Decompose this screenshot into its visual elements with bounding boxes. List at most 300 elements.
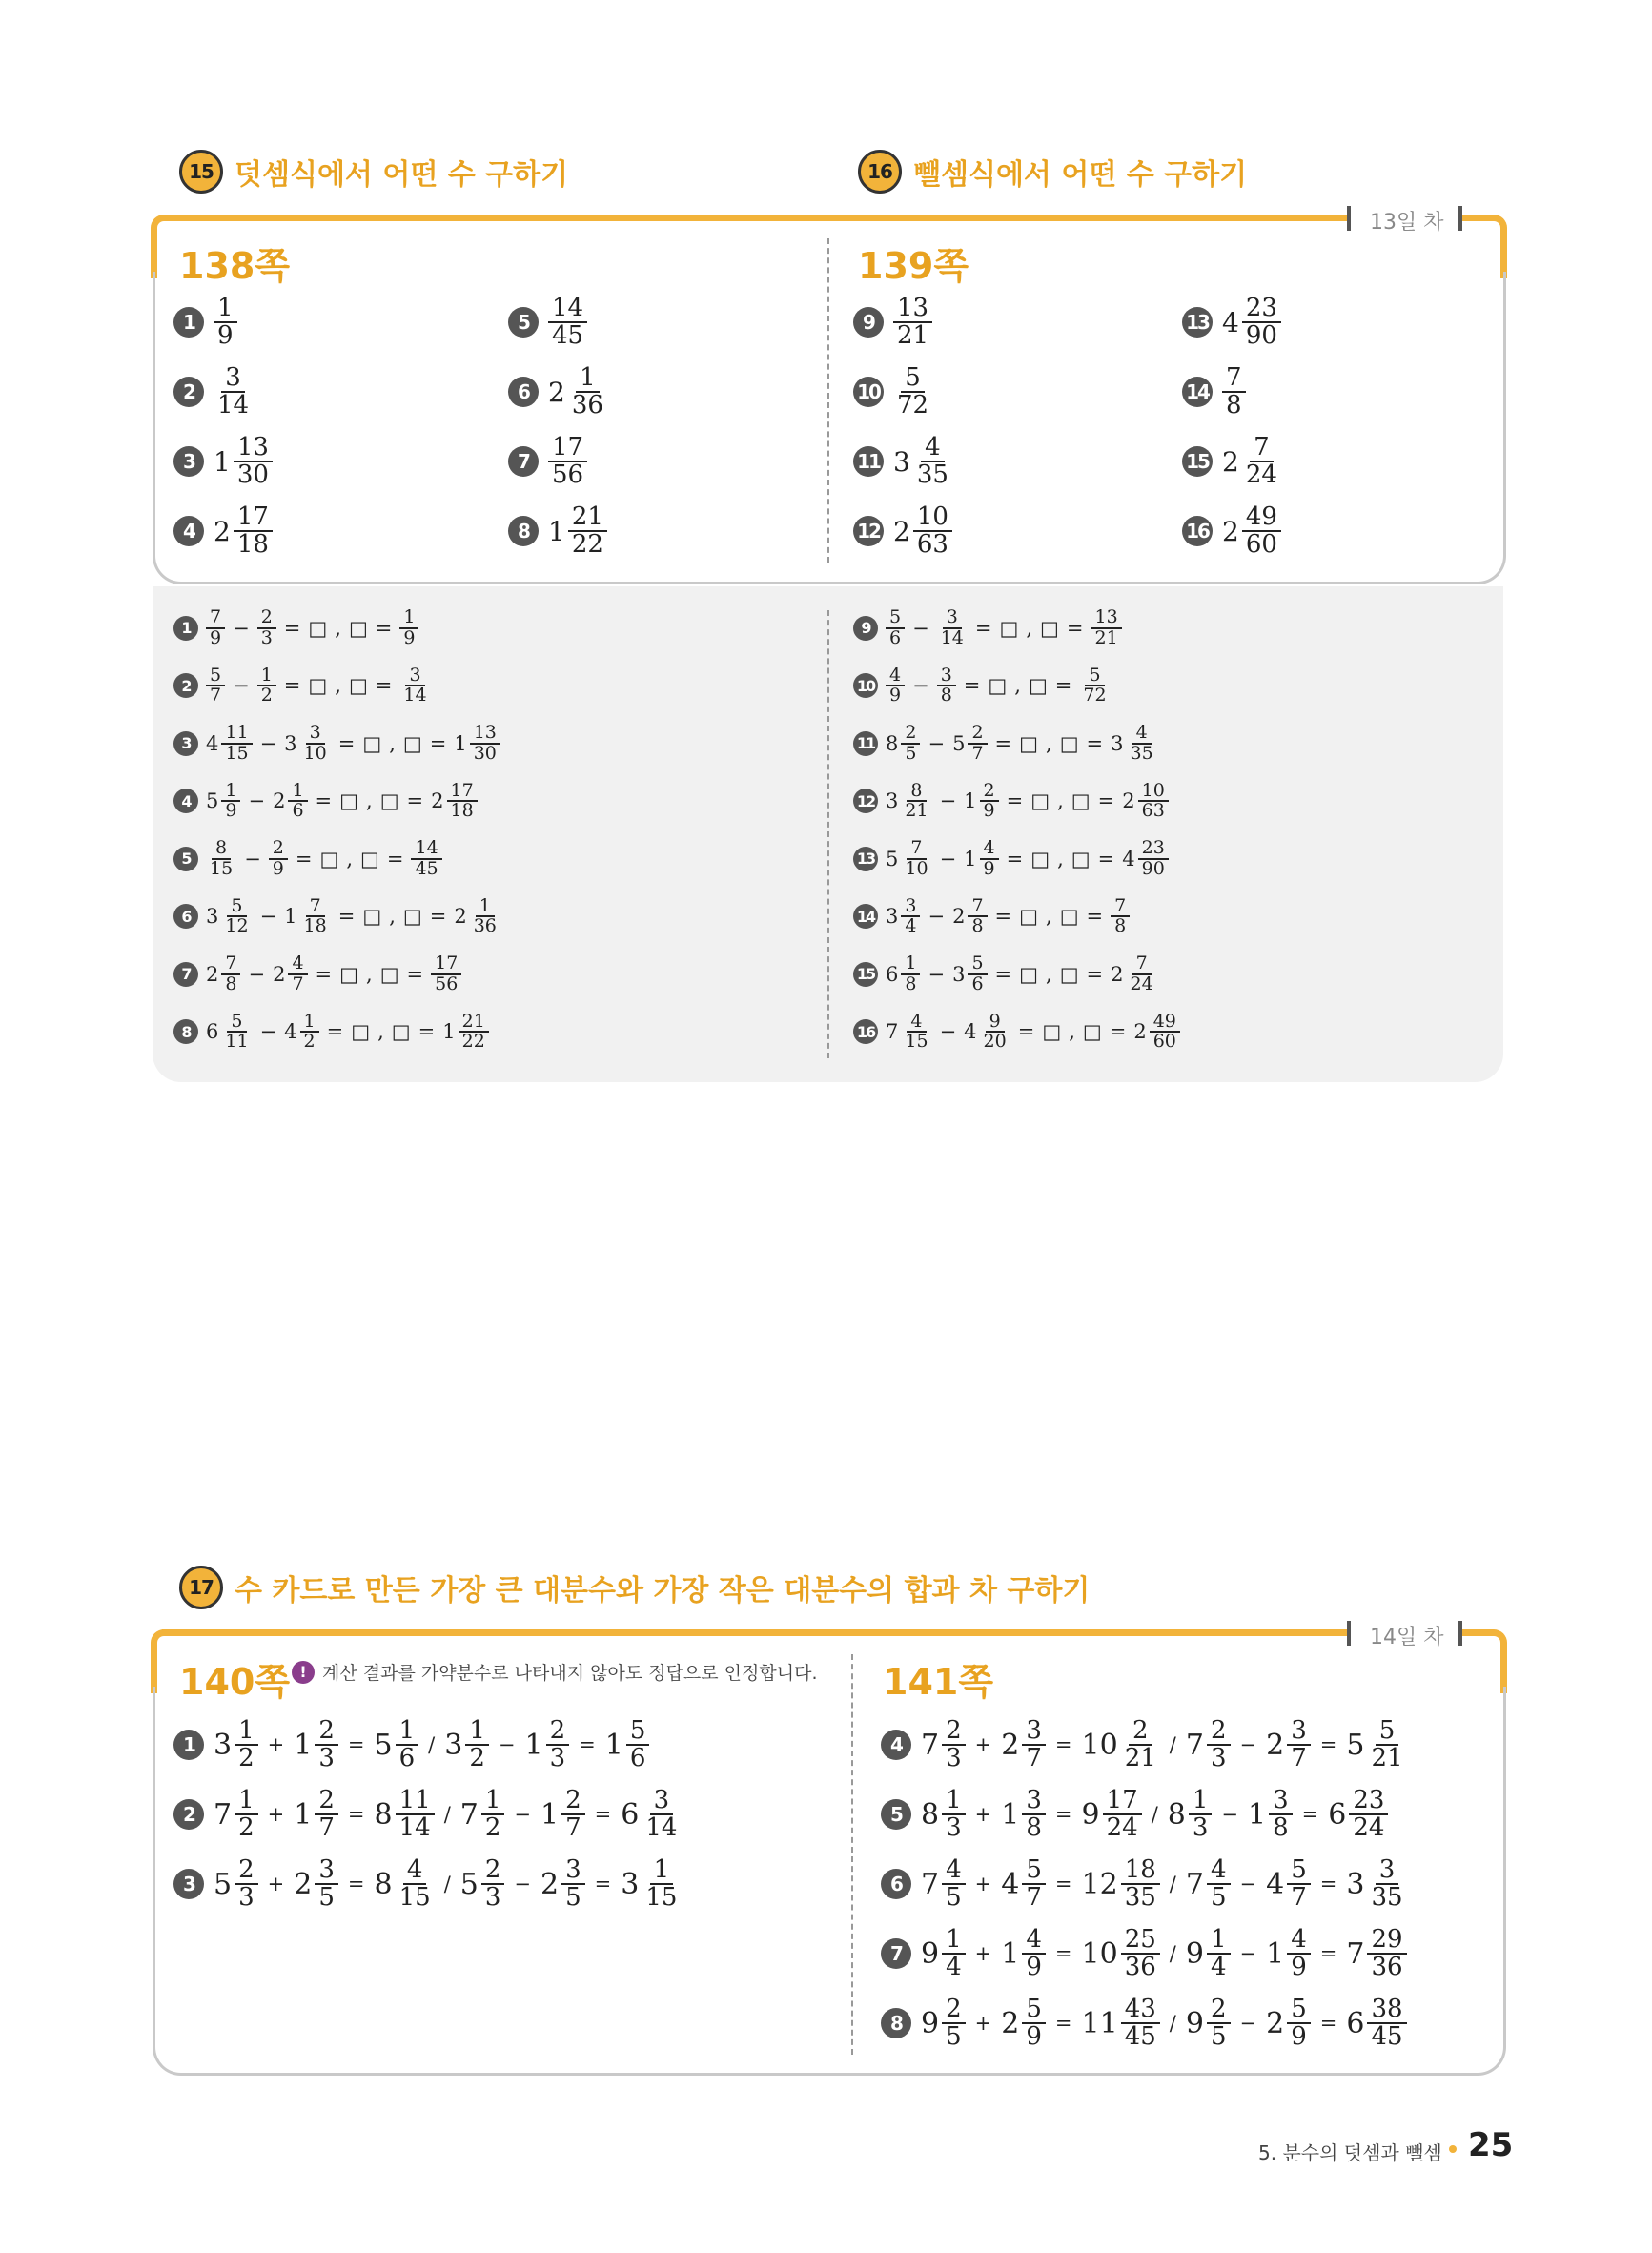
- fraction: [968, 954, 987, 994]
- mixed-number: [206, 608, 225, 648]
- numerator: 3: [315, 1857, 338, 1885]
- mixed-number: [921, 1857, 966, 1912]
- symbol-slash: /: [1169, 1942, 1176, 1966]
- mixed-number: [1346, 1718, 1406, 1772]
- denominator: 8: [1226, 391, 1242, 420]
- symbol-equals: =: [375, 674, 393, 698]
- denominator: 9: [272, 857, 284, 879]
- denominator: 60: [1245, 530, 1277, 560]
- section-15-title: [179, 150, 568, 194]
- denominator: 22: [461, 1031, 485, 1053]
- footer-dot: [1449, 2145, 1457, 2153]
- mixed-number: [952, 894, 987, 937]
- denominator: 24: [1245, 461, 1277, 490]
- symbol-equals: =: [994, 962, 1012, 986]
- denominator: 10: [303, 742, 327, 764]
- numerator: 7: [968, 897, 987, 918]
- mixed-number: [1222, 296, 1281, 350]
- whole-part: 11: [1081, 2006, 1118, 2040]
- fraction: [431, 954, 461, 994]
- equation-row: [853, 839, 1169, 879]
- equation-row: [173, 666, 431, 707]
- whole-part: 9: [1081, 1797, 1100, 1832]
- equation-row: [853, 724, 1157, 764]
- symbol-equals: =: [1319, 1942, 1337, 1966]
- answer-number: 15: [853, 962, 878, 987]
- denominator: 8: [940, 685, 952, 707]
- mixed-number: [1266, 1927, 1311, 1981]
- whole-part: 6: [1328, 1797, 1347, 1832]
- denominator: 14: [645, 1813, 678, 1843]
- whole-part: 5: [214, 1867, 233, 1901]
- numerator: 9: [986, 1013, 1005, 1034]
- numerator: 2: [315, 1718, 338, 1746]
- denominator: 6: [398, 1744, 416, 1773]
- fraction: [1022, 1718, 1046, 1772]
- whole-part: 2: [454, 905, 467, 929]
- numerator: 1: [396, 1718, 419, 1746]
- fraction: [980, 1010, 1010, 1053]
- whole-part: 5: [1346, 1728, 1365, 1762]
- fraction: [1022, 1927, 1046, 1981]
- fraction: [1189, 1788, 1213, 1842]
- symbol-box: □: [319, 847, 339, 870]
- symbol-box: □: [1030, 789, 1050, 813]
- symbol-minus: −: [244, 847, 261, 870]
- mixed-number: [1082, 1927, 1160, 1981]
- sum-difference-row: [881, 1718, 1407, 1772]
- fraction: [315, 1788, 338, 1842]
- numerator: 3: [221, 365, 245, 393]
- denominator: 2: [469, 1744, 485, 1773]
- numerator: 7: [1111, 897, 1130, 918]
- mixed-number: [921, 1927, 966, 1981]
- whole-part: 4: [1222, 306, 1239, 338]
- sum-difference-row: [881, 1997, 1407, 2051]
- symbol-equals: =: [1109, 1020, 1127, 1044]
- mixed-number: [893, 435, 952, 489]
- answer-number: 5: [508, 307, 539, 338]
- denominator: 24: [1353, 1813, 1385, 1843]
- symbol-box: □: [999, 616, 1019, 640]
- fraction: [234, 435, 273, 489]
- numerator: 14: [548, 296, 587, 323]
- answer-number: 13: [853, 847, 878, 871]
- symbol-box: □: [362, 731, 382, 755]
- denominator: 36: [473, 915, 497, 937]
- fraction: [546, 1718, 570, 1772]
- day-tick: [1347, 1621, 1351, 1646]
- numerator: 2: [257, 608, 276, 629]
- numerator: 1: [214, 296, 237, 323]
- symbol-equals: =: [1086, 731, 1104, 755]
- answer-number: 7: [173, 962, 198, 987]
- denominator: 7: [565, 1813, 581, 1843]
- denominator: 15: [225, 742, 249, 764]
- symbol-minus: −: [514, 1803, 532, 1827]
- denominator: 5: [946, 2022, 962, 2052]
- fraction: [626, 1718, 650, 1772]
- mixed-number: [605, 1718, 650, 1772]
- whole-part: 1: [294, 1797, 313, 1832]
- symbol-plus: +: [267, 1733, 285, 1757]
- fraction: [968, 894, 987, 937]
- fraction: [642, 1857, 681, 1912]
- mixed-number: [1222, 504, 1281, 559]
- symbol-equals: =: [963, 674, 981, 698]
- answer-item: [1182, 296, 1281, 350]
- fraction: [942, 1788, 966, 1842]
- denominator: 3: [318, 1744, 335, 1773]
- mixed-number: [937, 608, 968, 648]
- whole-part: 2: [1266, 1728, 1285, 1762]
- symbol-equals: =: [429, 731, 447, 755]
- numerator: 2: [235, 1857, 258, 1885]
- answer-item: [173, 504, 273, 559]
- answer-item: [853, 504, 952, 559]
- denominator: 3: [484, 1883, 501, 1913]
- numerator: 7: [907, 839, 926, 860]
- mixed-number: [284, 894, 331, 937]
- mixed-number: [1001, 1718, 1046, 1772]
- fraction: [886, 666, 905, 707]
- denominator: 9: [983, 857, 995, 879]
- fraction: [901, 1010, 931, 1053]
- numerator: 5: [1085, 666, 1104, 687]
- fraction: [206, 839, 236, 879]
- symbol-box: □: [339, 962, 358, 986]
- numerator: 4: [980, 839, 999, 860]
- symbol-minus: −: [1221, 1803, 1239, 1827]
- numerator: 23: [1242, 296, 1281, 323]
- whole-part: 2: [1266, 2006, 1285, 2040]
- whole-part: 3: [893, 445, 910, 478]
- numerator: 4: [288, 954, 307, 975]
- numerator: 17: [548, 435, 587, 462]
- symbol-minus: −: [939, 1020, 957, 1044]
- section-number-badge: 16: [858, 150, 902, 194]
- answer-number: 16: [1182, 516, 1213, 546]
- whole-part: 2: [1111, 962, 1124, 986]
- mixed-number: [214, 1857, 258, 1912]
- numerator: 49: [1150, 1013, 1180, 1034]
- symbol-equals: =: [295, 847, 313, 870]
- denominator: 72: [1083, 685, 1107, 707]
- mixed-number: [952, 954, 987, 994]
- fraction: [1022, 1857, 1046, 1912]
- symbol-equals: =: [1054, 1803, 1072, 1827]
- fraction: [1091, 608, 1121, 648]
- fraction: [1207, 1718, 1231, 1772]
- mixed-number: [1111, 954, 1157, 994]
- symbol-box: □: [379, 789, 399, 813]
- mixed-number: [540, 1857, 585, 1912]
- mixed-number: [964, 779, 998, 822]
- answer-number: 13: [1182, 307, 1213, 338]
- answer-number: 6: [508, 377, 539, 407]
- mixed-number: [548, 504, 607, 559]
- answer-item: [508, 365, 607, 420]
- fraction: [1022, 1997, 1046, 2051]
- denominator: 5: [565, 1883, 581, 1913]
- mixed-number: [886, 779, 932, 822]
- answer-item: [508, 504, 607, 559]
- numerator: 14: [411, 839, 441, 860]
- answer-number: 10: [853, 673, 878, 698]
- mixed-number: [411, 839, 441, 879]
- answer-number: 4: [173, 516, 204, 546]
- symbol-slash: /: [443, 1803, 451, 1827]
- answer-number: 1: [173, 616, 198, 641]
- denominator: 60: [1152, 1031, 1176, 1053]
- fraction: [1121, 1927, 1160, 1981]
- denominator: 18: [450, 800, 474, 822]
- fraction: [901, 894, 920, 937]
- symbol-minus: −: [1239, 1942, 1257, 1966]
- denominator: 10: [905, 857, 928, 879]
- denominator: 14: [217, 391, 250, 420]
- numerator: 5: [227, 897, 246, 918]
- column-divider: [827, 238, 829, 563]
- numerator: 7: [221, 954, 240, 975]
- denominator: 45: [415, 857, 438, 879]
- fraction: [206, 666, 225, 707]
- fraction: [1127, 954, 1157, 994]
- numerator: 2: [546, 1718, 570, 1746]
- whole-part: 8: [374, 1797, 393, 1832]
- fraction: [937, 666, 956, 707]
- fraction: [1121, 1997, 1160, 2051]
- symbol-minus: −: [233, 616, 250, 640]
- denominator: 9: [210, 626, 222, 648]
- fraction: [980, 839, 999, 879]
- denominator: 21: [905, 800, 928, 822]
- fraction: [459, 1010, 489, 1053]
- whole-part: 3: [1346, 1867, 1365, 1901]
- denominator: 9: [217, 321, 234, 351]
- symbol-equals: =: [347, 1803, 365, 1827]
- whole-part: 2: [548, 376, 565, 408]
- answer-number: 6: [881, 1869, 911, 1899]
- symbol-slash: /: [1169, 1733, 1176, 1757]
- symbol-equals: =: [1054, 2012, 1072, 2036]
- fraction: [568, 504, 607, 559]
- symbol-comma: ,: [1046, 905, 1052, 929]
- fraction: [980, 779, 999, 822]
- denominator: 2: [484, 1813, 501, 1843]
- symbol-box: □: [308, 674, 328, 698]
- section-17-title: [179, 1566, 1090, 1609]
- mixed-number: [460, 1788, 505, 1842]
- numerator: 4: [886, 666, 905, 687]
- denominator: 45: [1371, 2022, 1403, 2052]
- answer-number: 12: [853, 789, 878, 813]
- numerator: 5: [1022, 1997, 1046, 2024]
- symbol-comma: ,: [335, 674, 341, 698]
- whole-part: 4: [284, 1020, 297, 1044]
- answer-item: [853, 435, 952, 489]
- denominator: 45: [552, 321, 584, 351]
- mixed-number: [1222, 365, 1246, 420]
- whole-part: 5: [459, 1867, 479, 1901]
- numerator: 3: [650, 1788, 674, 1815]
- numerator: 3: [1269, 1788, 1293, 1815]
- denominator: 7: [1026, 1883, 1042, 1913]
- denominator: 36: [1124, 1953, 1156, 1982]
- mixed-number: [1222, 435, 1281, 489]
- denominator: 5: [905, 742, 917, 764]
- mixed-number: [952, 724, 987, 764]
- denominator: 9: [983, 800, 995, 822]
- symbol-comma: ,: [1069, 1020, 1075, 1044]
- symbol-equals: =: [1097, 789, 1115, 813]
- numerator: 21: [568, 504, 607, 532]
- whole-part: 12: [1081, 1867, 1118, 1901]
- fraction: [470, 894, 500, 937]
- symbol-equals: =: [579, 1733, 596, 1757]
- symbol-box: □: [348, 616, 368, 640]
- symbol-box: □: [348, 674, 368, 698]
- sum-difference-row: [881, 1857, 1407, 1912]
- answer-item: [853, 296, 932, 350]
- mixed-number: [257, 608, 276, 648]
- mixed-number: [206, 666, 225, 707]
- mixed-number: [937, 666, 956, 707]
- page-label-140: 140쪽: [179, 1661, 291, 1703]
- numerator: 5: [886, 608, 905, 629]
- answer-number: 2: [173, 1799, 204, 1830]
- denominator: 9: [1026, 1953, 1042, 1982]
- denominator: 2: [238, 1744, 255, 1773]
- sum-difference-row: [173, 1857, 681, 1912]
- symbol-equals: =: [283, 616, 301, 640]
- denominator: 30: [473, 742, 497, 764]
- mixed-number: [1248, 1788, 1293, 1842]
- numerator: 11: [221, 724, 252, 745]
- symbol-equals: =: [1086, 962, 1104, 986]
- whole-part: 1: [1001, 1797, 1020, 1832]
- symbol-minus: −: [939, 789, 957, 813]
- denominator: 18: [236, 530, 269, 560]
- mixed-number: [1082, 1857, 1160, 1912]
- answer-card: [153, 272, 1506, 584]
- symbol-comma: ,: [1026, 616, 1033, 640]
- fraction: [568, 365, 607, 420]
- mixed-number: [454, 724, 500, 764]
- denominator: 90: [1141, 857, 1165, 879]
- numerator: 2: [901, 724, 920, 745]
- fraction: [1287, 1927, 1311, 1981]
- numerator: 3: [1022, 1718, 1046, 1746]
- mixed-number: [214, 296, 237, 350]
- symbol-box: □: [1071, 789, 1091, 813]
- numerator: 5: [626, 1718, 650, 1746]
- section-title-text: 수 카드로 만든 가장 큰 대분수와 가장 작은 대분수의 합과 차 구하기: [235, 1574, 1091, 1608]
- denominator: 12: [225, 915, 249, 937]
- alert-icon: !: [292, 1661, 315, 1684]
- mixed-number: [1266, 1718, 1311, 1772]
- symbol-comma: ,: [346, 847, 354, 870]
- numerator: 5: [206, 666, 225, 687]
- numerator: 4: [907, 1013, 926, 1034]
- fraction: [1287, 1718, 1311, 1772]
- symbol-minus: −: [259, 905, 277, 929]
- fraction: [396, 1718, 419, 1772]
- symbol-equals: =: [1319, 1873, 1337, 1896]
- mixed-number: [1346, 1997, 1406, 2051]
- fraction: [300, 724, 331, 764]
- numerator: 1: [476, 897, 495, 918]
- denominator: 7: [318, 1813, 335, 1843]
- mixed-number: [548, 365, 607, 420]
- fraction: [481, 1788, 505, 1842]
- page-label-138: 138쪽: [179, 245, 291, 287]
- equation-row: [853, 666, 1111, 707]
- mixed-number: [548, 296, 587, 350]
- numerator: 17: [234, 504, 273, 532]
- whole-part: 3: [886, 905, 899, 929]
- answer-number: 1: [173, 307, 204, 338]
- numerator: 17: [1103, 1788, 1142, 1815]
- mixed-number: [1122, 839, 1169, 879]
- mixed-number: [375, 1857, 435, 1912]
- denominator: 90: [1245, 321, 1277, 351]
- frame-corner: [1462, 215, 1507, 278]
- mixed-number: [1001, 1857, 1046, 1912]
- denominator: 56: [552, 461, 584, 490]
- fraction: [1079, 666, 1110, 707]
- denominator: 15: [645, 1883, 678, 1913]
- denominator: 3: [1192, 1813, 1209, 1843]
- mixed-number: [1186, 1927, 1231, 1981]
- mixed-number: [1266, 1857, 1311, 1912]
- whole-part: 1: [454, 731, 467, 755]
- section-title-text: 뺄셈식에서 어떤 수 구하기: [913, 158, 1248, 192]
- symbol-box: □: [1019, 905, 1038, 929]
- symbol-box: □: [379, 962, 399, 986]
- symbol-box: □: [1059, 905, 1079, 929]
- fraction: [315, 1718, 338, 1772]
- mixed-number: [1186, 1997, 1231, 2051]
- symbol-equals: =: [337, 905, 356, 929]
- mixed-number: [257, 666, 276, 707]
- numerator: 1: [465, 1718, 489, 1746]
- symbol-comma: ,: [335, 616, 341, 640]
- symbol-equals: =: [1006, 789, 1024, 813]
- numerator: 5: [1022, 1857, 1046, 1885]
- numerator: 4: [1132, 724, 1152, 745]
- numerator: 4: [942, 1857, 966, 1885]
- numerator: 49: [1242, 504, 1281, 532]
- symbol-box: □: [1071, 847, 1091, 870]
- mixed-number: [284, 724, 331, 764]
- mixed-number: [284, 1010, 318, 1053]
- mixed-number: [1082, 1718, 1160, 1772]
- mixed-number: [206, 954, 240, 994]
- whole-part: 9: [921, 1936, 940, 1971]
- fraction: [893, 365, 932, 420]
- whole-part: 7: [1346, 1936, 1365, 1971]
- whole-part: 3: [1111, 731, 1124, 755]
- fraction: [1207, 1857, 1231, 1912]
- whole-part: 2: [294, 1867, 313, 1901]
- sum-difference-row: [173, 1718, 649, 1772]
- mixed-number: [1079, 666, 1110, 707]
- mixed-number: [1346, 1927, 1406, 1981]
- denominator: 8: [225, 973, 237, 994]
- fraction: [1103, 1788, 1142, 1842]
- denominator: 30: [236, 461, 269, 490]
